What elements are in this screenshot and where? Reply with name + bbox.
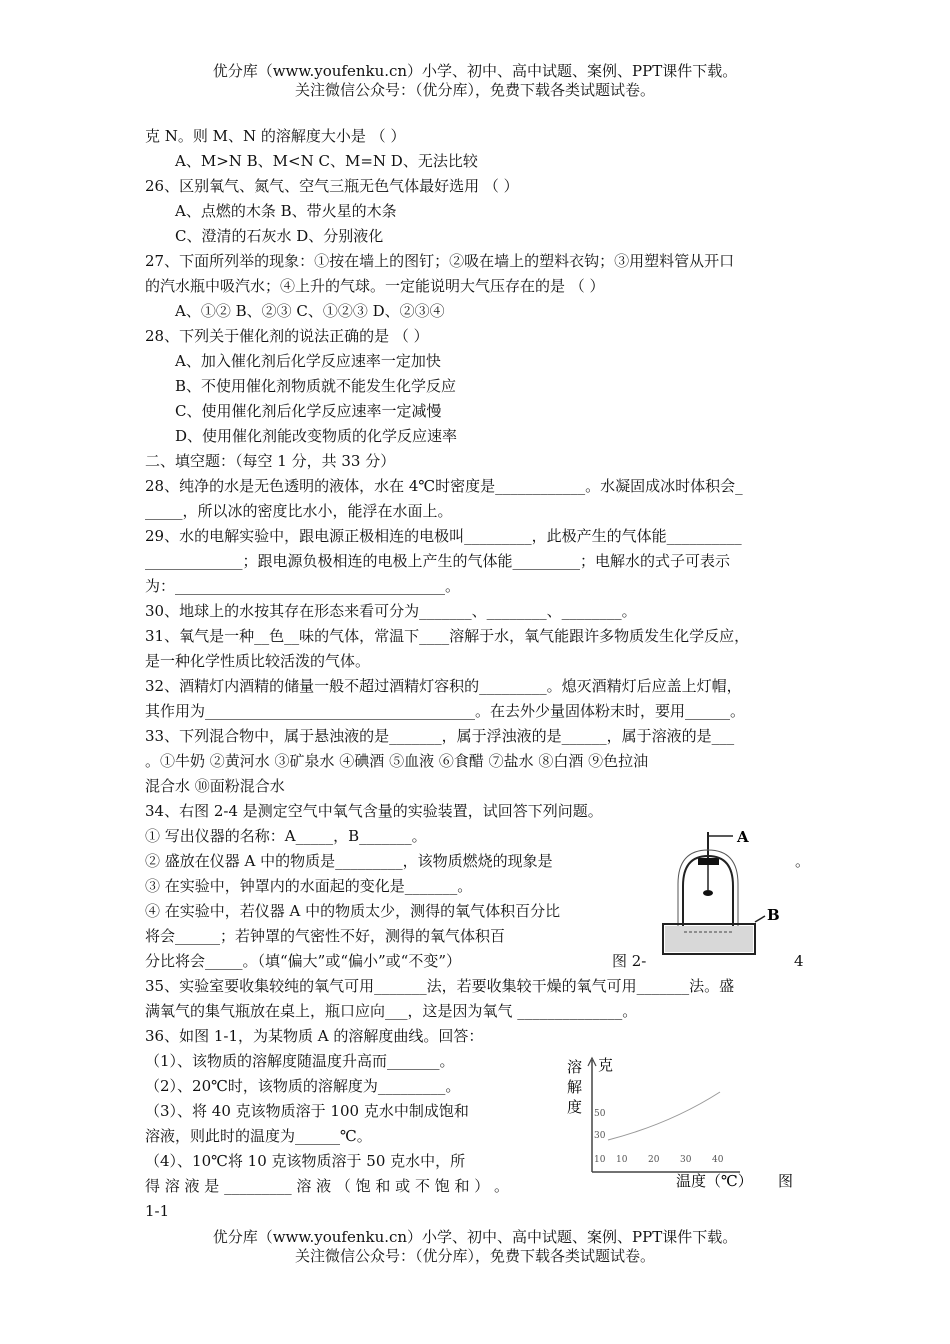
combustion-spoon — [703, 890, 713, 896]
question-25-options: A、M>N B、M<N C、M=N D、无法比较 — [175, 152, 478, 170]
fill-33-line-3: 混合水 ⑩面粉混合水 — [145, 777, 285, 795]
fill-34-item-1: ① 写出仪器的名称：A_____，B_______。 — [145, 827, 427, 845]
question-27-line-2: 的汽水瓶中吸汽水；④上升的气球。一定能说明大气压存在的是 （ ） — [145, 277, 605, 295]
fill-29-line-1: 29、水的电解实验中，跟电源正极相连的电极叫_________，此极产生的气体能__________ — [145, 527, 742, 545]
fill-34-item-4-line-3: 分比将会_____。（填“偏大”或“偏小”或“不变”） — [145, 952, 462, 970]
x-tick-10: 10 — [616, 1155, 628, 1165]
fill-34-item-4-line-2: 将会______；若钟罩的气密性不好，测得的氧气体积百 — [145, 927, 506, 945]
fill-35-line-1: 35、实验室要收集较纯的氧气可用_______法，若要收集较干燥的氧气可用_______法。盛 — [145, 977, 735, 995]
fill-30: 30、地球上的水按其存在形态来看可分为_______、________、________。 — [145, 602, 637, 620]
question-26-options-cd: C、澄清的石灰水 D、分别液化 — [175, 227, 384, 245]
y-axis-label-char-3: 度 — [567, 1098, 583, 1116]
header-line-1: 优分库（www.youfenku.cn）小学、初中、高中试题、案例、PPT课件下载。 — [212, 62, 738, 80]
stopper — [698, 858, 719, 865]
fill-36-item-2: （2）、20℃时，该物质的溶解度为_________。 — [145, 1077, 461, 1095]
label-b: B — [767, 906, 780, 924]
solubility-curve-figure — [560, 1052, 800, 1194]
fill-36-intro: 36、如图 1-1，为某物质 A 的溶解度曲线。回答： — [145, 1027, 484, 1045]
fill-31-line-2: 是一种化学性质比较活泼的气体。 — [145, 652, 371, 670]
y-tick-30: 30 — [594, 1131, 606, 1141]
fill-29-line-3: 为：____________________________________。 — [145, 577, 461, 595]
bell-jar-apparatus-figure — [655, 828, 790, 958]
fill-34-item-2-end: 。 — [795, 852, 811, 870]
figure-1-1-caption: 图 — [778, 1172, 794, 1190]
question-25-tail: 克 N。则 M、N 的溶解度大小是 （ ） — [145, 127, 406, 145]
fill-28-line-1: 28、纯净的水是无色透明的液体，水在 4℃时密度是____________。水凝固成冰时体积会_ — [145, 477, 743, 495]
fill-34-item-2: ② 盛放在仪器 A 中的物质是_________，该物质燃烧的现象是 — [145, 852, 553, 870]
fill-29-line-2: _____________；跟电源负极相连的电极上产生的气体能_________；电解水的式子可表示 — [145, 552, 731, 570]
section-2-heading: 二、填空题：（每空 1 分，共 33 分） — [145, 452, 396, 470]
x-tick-30: 30 — [680, 1155, 692, 1165]
y-axis-label-char-1: 溶 — [567, 1058, 583, 1076]
y-axis-label-char-2: 解 — [567, 1078, 583, 1096]
question-28-option-a: A、加入催化剂后化学反应速率一定加快 — [175, 352, 441, 370]
question-27-options: A、①② B、②③ C、①②③ D、②③④ — [175, 302, 445, 320]
page-footer — [0, 1228, 950, 1266]
x-axis-label: 温度（℃） — [676, 1172, 753, 1190]
fill-36-item-1: （1）、该物质的溶解度随温度升高而_______。 — [145, 1052, 455, 1070]
fill-36-item-3-line-1: （3）、将 40 克该物质溶于 100 克水中制成饱和 — [145, 1102, 469, 1120]
y-axis-unit: 克 — [598, 1056, 614, 1074]
fill-34-item-4-line-1: ④ 在实验中，若仪器 A 中的物质太少，测得的氧气体积百分比 — [145, 902, 561, 920]
figure-2-4-caption-number: 4 — [794, 952, 804, 970]
x-tick-origin: 10 — [594, 1155, 606, 1165]
page-header — [0, 62, 950, 100]
label-a: A — [737, 828, 749, 846]
fill-34-item-3: ③ 在实验中，钟罩内的水面起的变化是_______。 — [145, 877, 473, 895]
question-28-option-c: C、使用催化剂后化学反应速率一定减慢 — [175, 402, 442, 420]
y-tick-50: 50 — [594, 1109, 606, 1119]
footer-line-1: 优分库（www.youfenku.cn）小学、初中、高中试题、案例、PPT课件下载。 — [212, 1228, 738, 1246]
question-28: 28、下列关于催化剂的说法正确的是 （ ） — [145, 327, 429, 345]
solubility-curve — [608, 1092, 720, 1140]
question-27-line-1: 27、下面所列举的现象：①按在墙上的图钉；②吸在墙上的塑料衣钩；③用塑料管从开口 — [145, 252, 735, 270]
fill-32-line-1: 32、酒精灯内酒精的储量一般不超过酒精灯容积的_________。熄灭酒精灯后应盖上灯帽， — [145, 677, 742, 695]
fill-32-line-2: 其作用为____________________________________。在去外少量固体粉末时，要用______。 — [145, 702, 746, 720]
question-28-option-d: D、使用催化剂能改变物质的化学反应速率 — [175, 427, 458, 445]
x-tick-40: 40 — [712, 1155, 724, 1165]
trough-water — [665, 926, 753, 952]
figure-1-1-caption-tail: 1-1 — [145, 1202, 170, 1220]
footer-line-2: 关注微信公众号：（优分库），免费下载各类试题试卷。 — [294, 1247, 655, 1265]
fill-36-item-4-line-1: （4）、10℃将 10 克该物质溶于 50 克水中，所 — [145, 1152, 466, 1170]
fill-36-item-3-line-2: 溶液，则此时的温度为______℃。 — [145, 1127, 372, 1145]
fill-28-line-2: _____，所以冰的密度比水小，能浮在水面上。 — [145, 502, 453, 520]
fill-34-intro: 34、右图 2-4 是测定空气中氧气含量的实验装置，试回答下列问题。 — [145, 802, 603, 820]
fill-36-item-4-line-2: 得 溶 液 是 _________ 溶 液 （ 饱 和 或 不 饱 和 ） 。 — [145, 1177, 510, 1195]
question-28-option-b: B、不使用催化剂物质就不能发生化学反应 — [175, 377, 457, 395]
label-b-leader — [755, 916, 765, 922]
fill-33-line-2: 。①牛奶 ②黄河水 ③矿泉水 ④碘酒 ⑤血液 ⑥食醋 ⑦盐水 ⑧白酒 ⑨色拉油 — [145, 752, 649, 770]
question-26-options-ab: A、点燃的木条 B、带火星的木条 — [175, 202, 397, 220]
x-tick-20: 20 — [648, 1155, 660, 1165]
fill-35-line-2: 满氧气的集气瓶放在桌上，瓶口应向___，这是因为氧气 ______________。 — [145, 1002, 638, 1020]
fill-33-line-1: 33、下列混合物中，属于悬浊液的是_______，属于浮浊液的是______，属于溶液的是___ — [145, 727, 735, 745]
header-line-2: 关注微信公众号：（优分库），免费下载各类试题试卷。 — [294, 81, 655, 99]
fill-31-line-1: 31、氧气是一种__色__味的气体，常温下____溶解于水，氧气能跟许多物质发生化学反应， — [145, 627, 750, 645]
figure-2-4-caption: 图 2- — [612, 952, 647, 970]
question-26: 26、区别氧气、氮气、空气三瓶无色气体最好选用 （ ） — [145, 177, 519, 195]
